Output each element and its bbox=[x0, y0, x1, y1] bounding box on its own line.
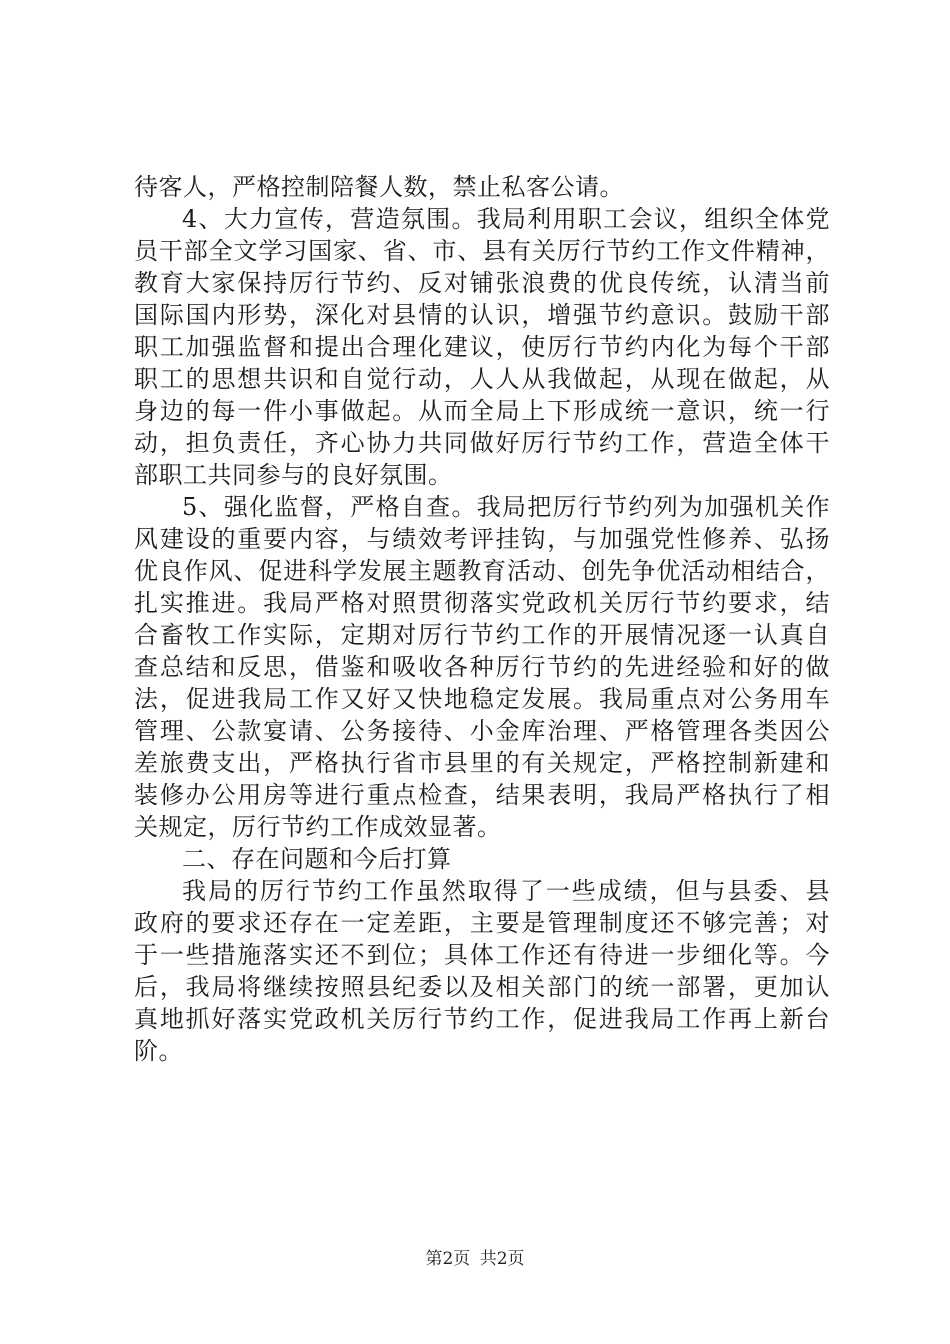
text-line: 我局的厉行节约工作虽然取得了一些成绩，但与县委、县 bbox=[182, 877, 830, 905]
document-body bbox=[134, 171, 830, 1067]
text-line: 员干部全文学习国家、省、市、县有关厉行节约工作文件精神， bbox=[134, 237, 830, 265]
text-line: 风建设的重要内容，与绩效考评挂钩，与加强党性修养、弘扬 bbox=[134, 525, 830, 553]
text-line: 5、强化监督，严格自查。我局把厉行节约列为加强机关作 bbox=[182, 493, 830, 521]
text-line: 管理、公款宴请、公务接待、小金库治理、严格管理各类因公 bbox=[134, 717, 830, 745]
text-line: 装修办公用房等进行重点检查，结果表明，我局严格执行了相 bbox=[134, 781, 830, 809]
text-line: 扎实推进。我局严格对照贯彻落实党政机关厉行节约要求，结 bbox=[134, 589, 830, 617]
text-line: 查总结和反思，借鉴和吸收各种厉行节约的先进经验和好的做 bbox=[134, 653, 830, 681]
text-line: 差旅费支出，严格执行省市县里的有关规定，严格控制新建和 bbox=[134, 749, 830, 777]
text-line: 职工的思想共识和自觉行动，人人从我做起，从现在做起，从 bbox=[134, 365, 830, 393]
text-line: 待客人，严格控制陪餐人数，禁止私客公请。 bbox=[134, 173, 624, 201]
text-line: 职工加强监督和提出合理化建议，使厉行节约内化为每个干部 bbox=[134, 333, 830, 361]
text-line: 部职工共同参与的良好氛围。 bbox=[134, 461, 453, 489]
text-line: 动，担负责任，齐心协力共同做好厉行节约工作，营造全体干 bbox=[134, 429, 830, 457]
text-line: 真地抓好落实党政机关厉行节约工作，促进我局工作再上新台 bbox=[134, 1005, 830, 1033]
page-total: 共2页 bbox=[479, 1249, 525, 1269]
text-line: 合畜牧工作实际，定期对厉行节约工作的开展情况逐一认真自 bbox=[134, 621, 830, 649]
page-number: 第2页 bbox=[425, 1249, 471, 1269]
section-heading: 二、存在问题和今后打算 bbox=[182, 845, 452, 873]
text-line: 优良作风、促进科学发展主题教育活动、创先争优活动相结合， bbox=[134, 557, 830, 585]
text-line: 后，我局将继续按照县纪委以及相关部门的统一部署，更加认 bbox=[134, 973, 830, 1001]
text-line: 4、大力宣传，营造氛围。我局利用职工会议，组织全体党 bbox=[182, 205, 830, 233]
text-line: 阶。 bbox=[134, 1037, 183, 1065]
text-line: 法，促进我局工作又好又快地稳定发展。我局重点对公务用车 bbox=[134, 685, 830, 713]
text-line: 关规定，厉行节约工作成效显著。 bbox=[134, 813, 502, 841]
text-line: 身边的每一件小事做起。从而全局上下形成统一意识，统一行 bbox=[134, 397, 830, 425]
text-line: 教育大家保持厉行节约、反对铺张浪费的优良传统，认清当前 bbox=[134, 269, 830, 297]
page-footer bbox=[0, 1244, 950, 1269]
text-line: 国际国内形势，深化对县情的认识，增强节约意识。鼓励干部 bbox=[134, 301, 830, 329]
text-line: 政府的要求还存在一定差距，主要是管理制度还不够完善；对 bbox=[134, 909, 830, 937]
text-line: 于一些措施落实还不到位；具体工作还有待进一步细化等。今 bbox=[134, 941, 830, 969]
